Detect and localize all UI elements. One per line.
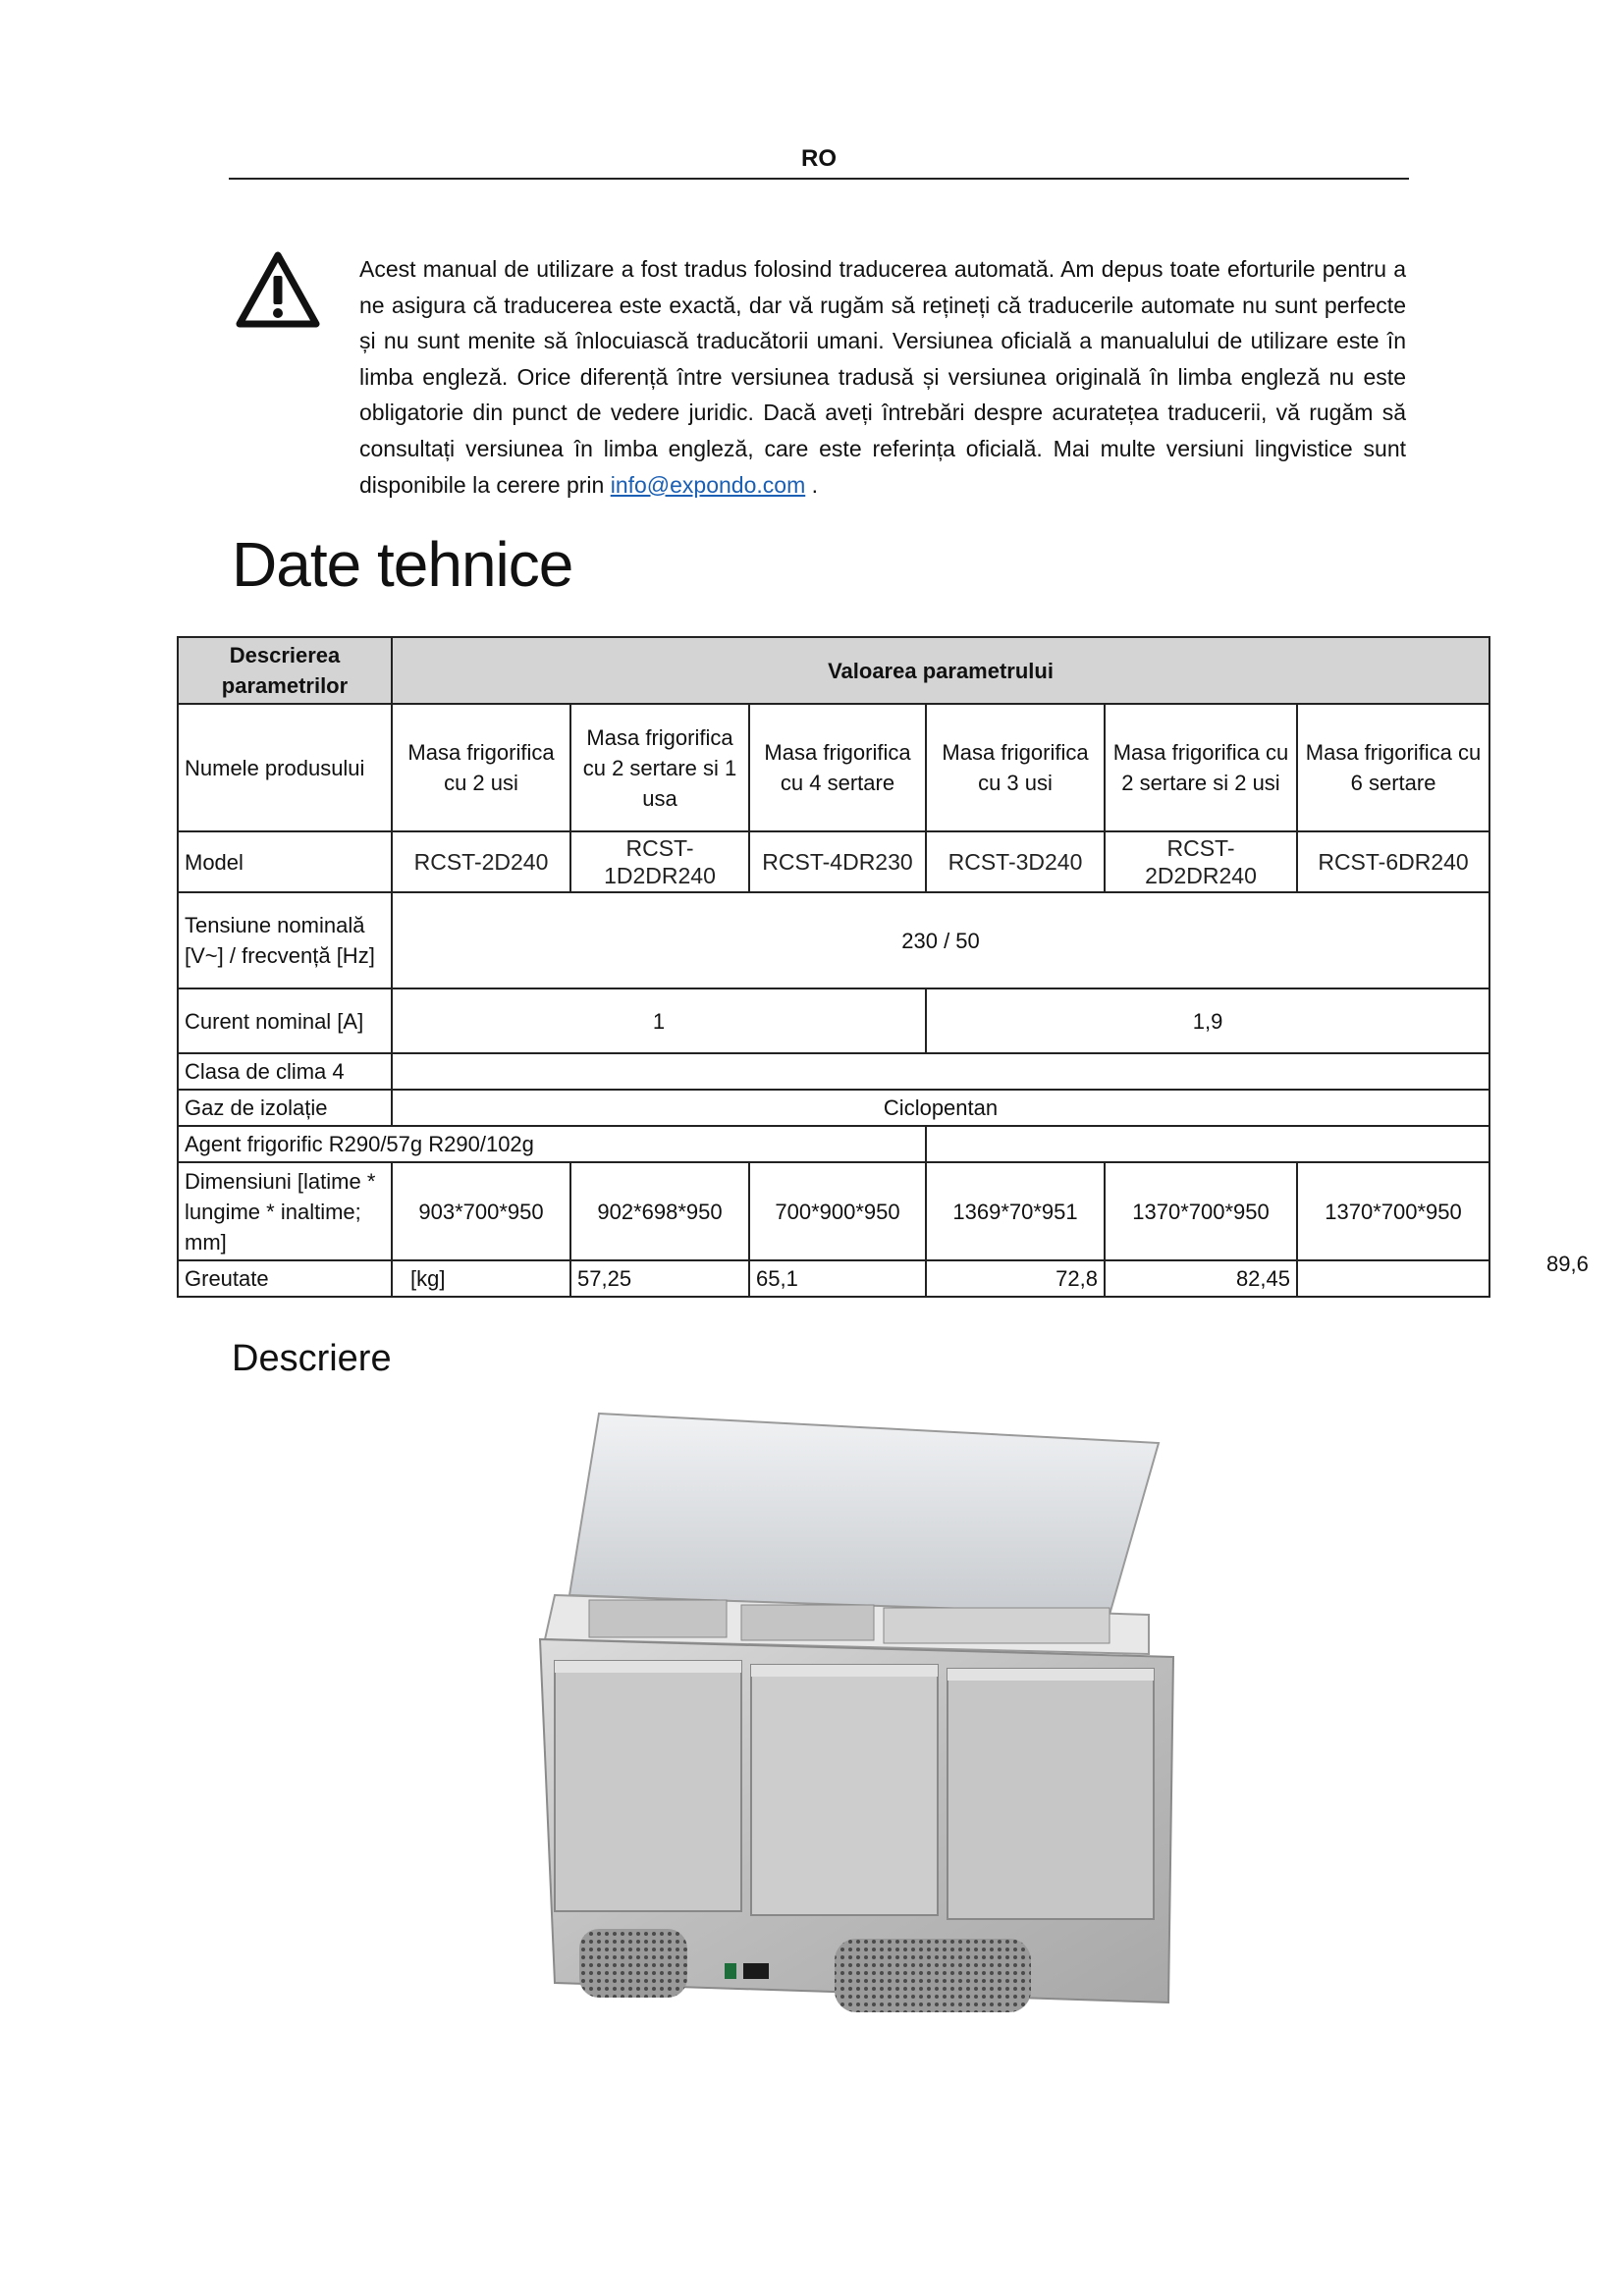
translation-notice	[359, 251, 1406, 503]
name-label: Numele produsului	[178, 704, 392, 831]
product-door-handle	[947, 1669, 1154, 1681]
model-code: RCST-1D2DR240	[570, 831, 749, 892]
climate-label: Clasa de clima 4	[178, 1053, 392, 1090]
weight-value: 57,25	[570, 1260, 749, 1297]
product-vent	[579, 1929, 687, 1998]
email-link[interactable]: info@expondo.com	[610, 471, 806, 498]
product-control	[725, 1963, 736, 1979]
model-code: RCST-2D2DR240	[1105, 831, 1297, 892]
dimensions-label: Dimensiuni [latime * lungime * inaltime; mm]	[178, 1162, 392, 1260]
header-param-value: Valoarea parametrului	[392, 637, 1489, 704]
product-name: Masa frigorifica cu 2 sertare si 1 usa	[570, 704, 749, 831]
model-code: RCST-6DR240	[1297, 831, 1489, 892]
product-name: Masa frigorifica cu 2 usi	[392, 704, 570, 831]
model-code: RCST-4DR230	[749, 831, 926, 892]
weight-unit: [kg]	[392, 1260, 570, 1297]
warning-icon	[236, 250, 320, 329]
weight-overflow-value: 89,6	[1546, 1252, 1589, 1276]
product-image	[461, 1404, 1188, 2056]
dimension-value: 700*900*950	[749, 1162, 926, 1260]
language-code: RO	[801, 145, 837, 172]
product-lid	[569, 1414, 1159, 1615]
spec-table	[177, 636, 1490, 1298]
weight-label: Greutate	[178, 1260, 392, 1297]
refrigerant-label: Agent frigorific R290/57g R290/102g	[178, 1126, 926, 1162]
product-door	[555, 1661, 741, 1911]
header-param-desc: Descrierea parametrilor	[178, 637, 392, 704]
current-label: Curent nominal [A]	[178, 988, 392, 1053]
dimension-value: 1370*700*950	[1297, 1162, 1489, 1260]
product-vent	[835, 1939, 1031, 2012]
dimension-value: 1369*70*951	[926, 1162, 1105, 1260]
product-name: Masa frigorifica cu 4 sertare	[749, 704, 926, 831]
refrigerant-value	[926, 1126, 1489, 1162]
model-code: RCST-2D240	[392, 831, 570, 892]
voltage-label: Tensiune nominală [V~] / frecvență [Hz]	[178, 892, 392, 988]
product-door	[947, 1669, 1154, 1919]
section-title: Descriere	[232, 1338, 392, 1379]
notice-suffix: .	[805, 471, 819, 498]
weight-value: 72,8	[926, 1260, 1105, 1297]
product-name: Masa frigorifica cu 3 usi	[926, 704, 1105, 831]
climate-value	[392, 1053, 1489, 1090]
weight-empty	[1297, 1260, 1489, 1297]
product-door	[751, 1665, 938, 1915]
product-gn-tray	[884, 1608, 1110, 1643]
voltage-value: 230 / 50	[392, 892, 1489, 988]
page-title: Date tehnice	[232, 529, 573, 600]
product-name: Masa frigorifica cu 2 sertare si 2 usi	[1105, 704, 1297, 831]
dimension-value: 1370*700*950	[1105, 1162, 1297, 1260]
current-value: 1	[392, 988, 926, 1053]
weight-value: 82,45	[1105, 1260, 1297, 1297]
product-control	[743, 1963, 769, 1979]
model-label: Model	[178, 831, 392, 892]
current-value: 1,9	[926, 988, 1489, 1053]
product-name: Masa frigorifica cu 6 sertare	[1297, 704, 1489, 831]
weight-value: 65,1	[749, 1260, 926, 1297]
product-door-handle	[751, 1665, 938, 1677]
product-gn-tray	[741, 1605, 874, 1640]
product-gn-tray	[589, 1600, 727, 1637]
model-code: RCST-3D240	[926, 831, 1105, 892]
dimension-value: 903*700*950	[392, 1162, 570, 1260]
gas-value: Ciclopentan	[392, 1090, 1489, 1126]
header-rule	[229, 178, 1409, 180]
gas-label: Gaz de izolație	[178, 1090, 392, 1126]
product-door-handle	[555, 1661, 741, 1673]
dimension-value: 902*698*950	[570, 1162, 749, 1260]
notice-text: Acest manual de utilizare a fost tradus folosind traducerea automată. Am depus toate eforturile pentru a ne asigura că traducerea este exactă, dar vă rugăm să rețineți că traducerile automate nu sunt perfecte și nu sunt menite să înlocuiască traducătorii umani. Versiunea oficială a manualului de utilizare este în limba engleză. Orice diferență între versiunea tradusă și versiunea originală în limba engleză nu este obligatorie din punct de vedere juridic. Dacă aveți întrebări despre acuratețea traducerii, vă rugăm să consultați versiunea în limba engleză, care este referința oficială. Mai multe versiuni lingvistice sunt disponibile la cerere prin	[359, 256, 1406, 498]
